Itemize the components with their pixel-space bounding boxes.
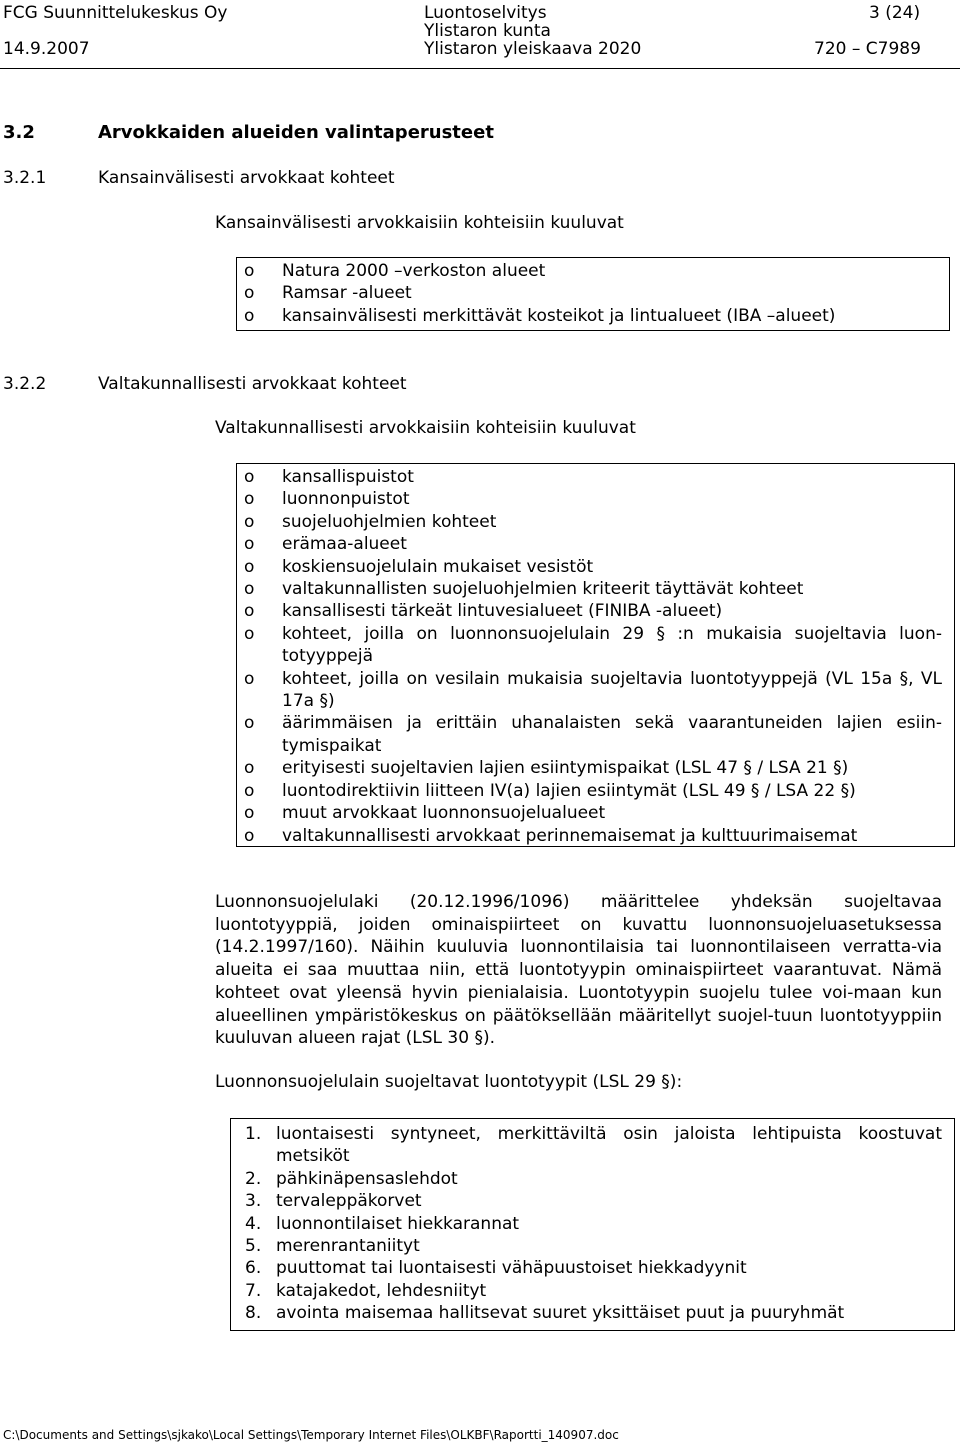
list-item: o valtakunnallisesti arvokkaat perinnemaisemat ja kulttuurimaisemat (244, 825, 858, 846)
numbered-item: 3. tervaleppäkorvet (245, 1191, 422, 1212)
footer-file-path: C:\Documents and Settings\sjkako\Local Settings\Temporary Internet Files\OLKBF\Raportti_140907.doc (3, 1428, 619, 1442)
subsection-international-title: Kansainvälisesti arvokkaat kohteet (98, 168, 395, 188)
list-item: o kansallisesti tärkeät lintuvesialueet (FINIBA -alueet) (244, 601, 723, 622)
section-number: 3.2 (3, 122, 35, 143)
bullet-marker: o (244, 305, 255, 326)
header-municipality: Ylistaron kunta (424, 21, 551, 41)
bullet-marker: o (244, 283, 255, 304)
header-date: 14.9.2007 (3, 39, 90, 59)
national-intro: Valtakunnallisesti arvokkaisiin kohteisiin kuuluvat (215, 418, 636, 438)
numbered-item: 2. pähkinäpensaslehdot (245, 1168, 458, 1189)
header-page-number: 3 (24) (869, 3, 921, 23)
numbered-item: 5. merenrantaniityt (245, 1236, 420, 1257)
international-list-box (236, 257, 950, 331)
list-item: o kohteet, joilla on luonnonsuojelulain 29 § :n mukaisia suojeltavia luon-totyyppejä (244, 623, 942, 667)
header-doc-type: Luontoselvitys (424, 3, 547, 23)
list-item: o äärimmäisen ja erittäin uhanalaisten sekä vaarantuneiden lajien esiin-tymispaikat (244, 713, 942, 756)
numbered-item: 7. katajakedot, lehdesniityt (245, 1280, 487, 1301)
bullet-marker: o (244, 261, 255, 281)
subsection-national-heading (3, 374, 407, 394)
list-item: o muut arvokkaat luonnonsuojelualueet (244, 803, 606, 824)
numbered-item: 6. puuttomat tai luontaisesti vähäpuustoiset hiekkadyynit (245, 1258, 747, 1279)
list-item: o Natura 2000 –verkoston alueet (244, 261, 546, 281)
header-project-number: 720 – C7989 (814, 39, 921, 59)
numbered-item: 8. avointa maisemaa hallitsevat suuret yksittäiset puut ja puuryhmät (245, 1303, 845, 1324)
list-item: o luontodirektiivin liitteen IV(a) lajien esiintymät (LSL 49 § / LSA 22 §) (244, 780, 856, 801)
numbered-item: 4. luonnontilaiset hiekkarannat (245, 1213, 520, 1234)
international-intro: Kansainvälisesti arvokkaisiin kohteisiin kuuluvat (215, 213, 624, 233)
subsection-international-number: 3.2.1 (3, 168, 47, 188)
section-title: Arvokkaiden alueiden valintaperusteet (98, 122, 494, 143)
list-item: o Ramsar -alueet (244, 283, 412, 304)
subsection-national-title: Valtakunnallisesti arvokkaat kohteet (98, 374, 407, 394)
list-item: o valtakunnallisten suojeluohjelmien kriteerit täyttävät kohteet (244, 579, 804, 600)
protected-types-intro: Luonnonsuojelulain suojeltavat luontotyypit (LSL 29 §): (215, 1072, 683, 1092)
protected-types-list (231, 1123, 954, 1325)
list-item: o erämaa-alueet (244, 534, 407, 555)
header-company: FCG Suunnittelukeskus Oy (3, 3, 228, 23)
list-item: o kansainvälisesti merkittävät kosteikot ja lintualueet (IBA –alueet) (244, 305, 836, 326)
subsection-international-heading (3, 168, 395, 188)
numbered-item: 1. luontaisesti syntyneet, merkittäviltä osin jaloista lehtipuista koostuvat metsiköt (245, 1124, 942, 1167)
header-divider (0, 68, 960, 69)
list-item: o suojeluohjelmien kohteet (244, 511, 497, 532)
list-item: o luonnonpuistot (244, 489, 410, 510)
list-item: o erityisesti suojeltavien lajien esiintymispaikat (LSL 47 § / LSA 21 §) (244, 758, 849, 779)
list-item: o kansallispuistot (244, 467, 414, 487)
protected-types-box (230, 1118, 955, 1331)
list-item: o koskiensuojelulain mukaiset vesistöt (244, 556, 594, 577)
national-list-box (236, 463, 955, 847)
list-item: o kohteet, joilla on vesilain mukaisia suojeltavia luontotyyppejä (VL 15a §, VL 17a §) (244, 668, 942, 712)
international-list (237, 260, 949, 327)
section-heading (3, 122, 494, 143)
law-paragraph: Luonnonsuojelulaki (20.12.1996/1096) määrittelee yhdeksän suojeltavaa luontotyyppiä, joiden ominaispiirteet on kuvattu luonnonsuojeluasetuksessa (14.2.1997/160). Näihin kuuluvia luonnontilaisia tai luonnontilaiseen verratta-via alueita ei saa muuttaa niin, että luontotyypin ominaispiirteet vaarantuvat. Nämä kohteet ovat yleensä hyvin pienialaisia. Luontotyypin suojelu tulee voi-maan kun alueellinen ympäristökeskus on päätöksellään määritellyt suojel-tuun luontotyyppiin kuuluvan alueen rajat (LSL 30 §). (215, 892, 942, 1049)
subsection-national-number: 3.2.2 (3, 374, 47, 394)
national-list (237, 466, 954, 847)
header-plan: Ylistaron yleiskaava 2020 (424, 39, 642, 59)
